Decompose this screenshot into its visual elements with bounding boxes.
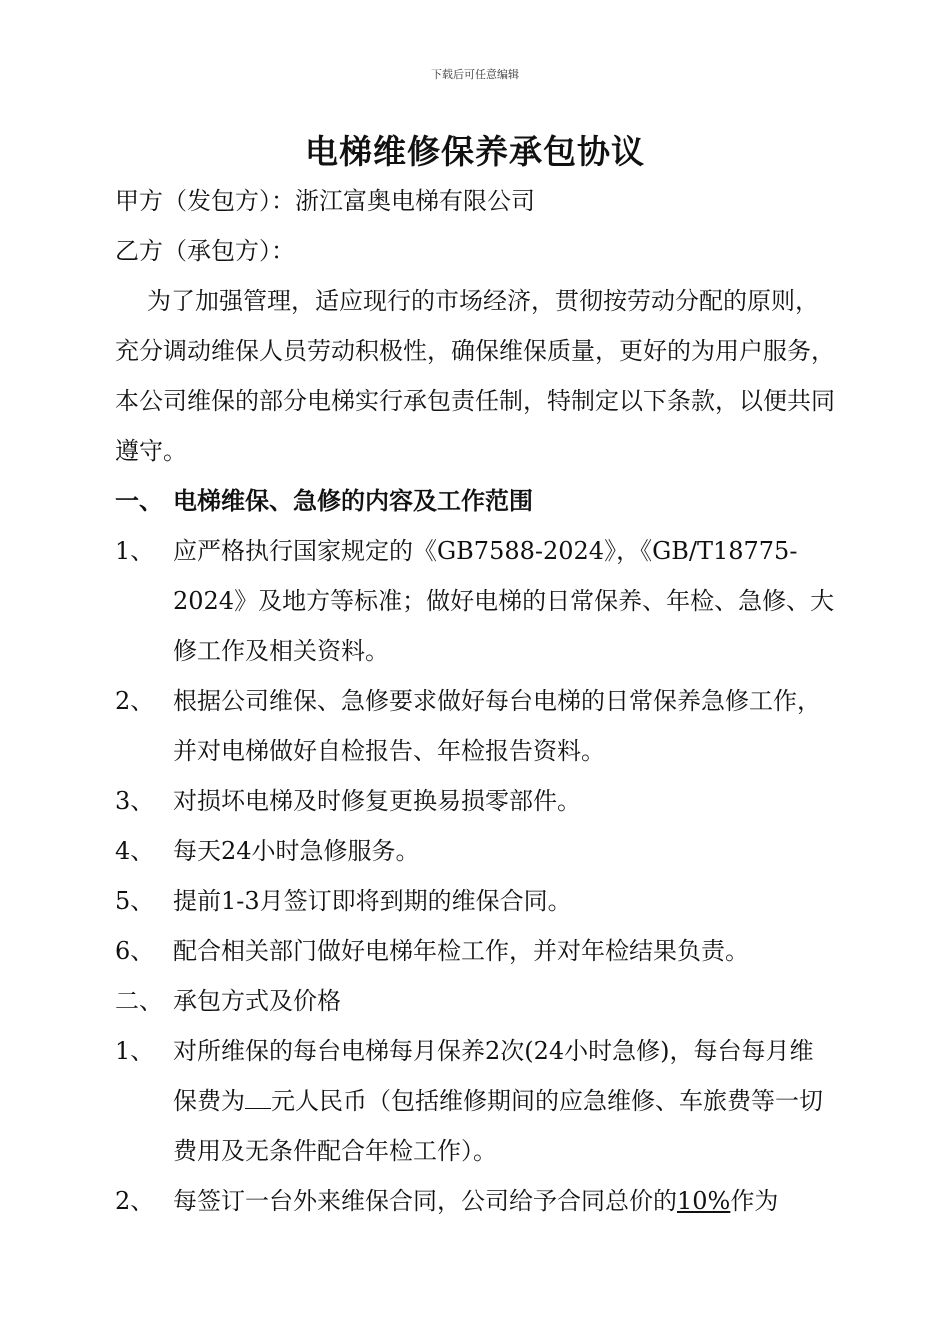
item-text-after: 元人民币（包括维修期间的应急维修、车旅费等一切费用及无条件配合年检工作）。 [173, 1087, 823, 1165]
item-text: 配合相关部门做好电梯年检工作，并对年检结果负责。 [173, 937, 749, 965]
item-number: 5、 [115, 887, 155, 915]
item-text: 提前1-3月签订即将到期的维保合同。 [173, 887, 572, 915]
item-number: 2、 [115, 1187, 155, 1215]
item-number: 4、 [115, 837, 155, 865]
list-item [115, 926, 835, 976]
item-number: 1、 [115, 537, 155, 565]
item-text-before: 对所维保的每台电梯每月保养2次(24小时急修)，每台每月维保费为 [173, 1037, 814, 1115]
section-2-heading [115, 976, 835, 1026]
list-item [115, 776, 835, 826]
document-title: 电梯维修保养承包协议 [305, 132, 645, 171]
item-text-after: 作为 [730, 1187, 779, 1215]
document-body [115, 176, 835, 1226]
item-text: 根据公司维保、急修要求做好每台电梯的日常保养急修工作，并对电梯做好自检报告、年检报告资料。 [173, 687, 821, 765]
party-a: 甲方（发包方）：浙江富奥电梯有限公司 [115, 187, 535, 215]
list-item [115, 826, 835, 876]
list-item [115, 1026, 835, 1176]
section-1-heading [115, 476, 835, 526]
item-text [173, 1026, 835, 1176]
item-text: 对损坏电梯及时修复更换易损零部件。 [173, 787, 581, 815]
fee-blank [245, 1082, 271, 1109]
item-number: 6、 [115, 937, 155, 965]
item-number: 2、 [115, 687, 155, 715]
list-item [115, 676, 835, 776]
intro-paragraph: 为了加强管理，适应现行的市场经济，贯彻按劳动分配的原则，充分调动维保人员劳动积极性，确保维保质量，更好的为用户服务，本公司维保的部分电梯实行承包责任制，特制定以下条款，以便共同遵守。 [115, 287, 835, 465]
list-item [115, 1176, 835, 1226]
header-note: 下载后可任意编辑 [431, 68, 519, 81]
section-title: 承包方式及价格 [173, 987, 341, 1015]
item-number: 3、 [115, 787, 155, 815]
party-b: 乙方（承包方）： [115, 237, 295, 265]
list-item [115, 876, 835, 926]
section-title: 电梯维保、急修的内容及工作范围 [173, 486, 533, 515]
list-item [115, 526, 835, 676]
item-text: 应严格执行国家规定的《GB7588-2024》，《GB/T18775-2024》及地方等标准；做好电梯的日常保养、年检、急修、大修工作及相关资料。 [173, 537, 835, 665]
item-number: 1、 [115, 1037, 155, 1065]
section-number: 一、 [115, 486, 163, 515]
item-text: 每天24小时急修服务。 [173, 837, 420, 865]
section-number: 二、 [115, 987, 163, 1015]
percentage-value: 10% [677, 1187, 731, 1215]
item-text-before: 每签订一台外来维保合同，公司给予合同总价的 [173, 1187, 677, 1215]
item-text [173, 1176, 835, 1226]
